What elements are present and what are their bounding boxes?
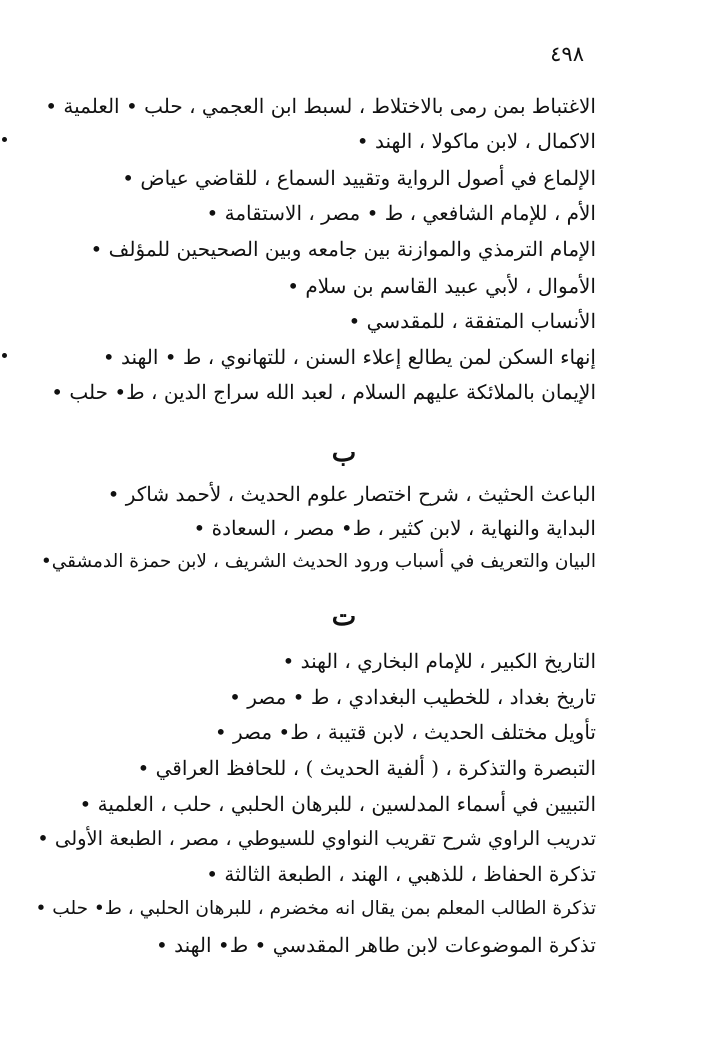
margin-mark [2,353,7,358]
bibliography-entry: البيان والتعريف في أسباب ورود الحديث الشريف ، لابن حمزة الدمشقي• [40,551,596,572]
page-number: ٤٩٨ [550,42,584,66]
margin-mark [2,137,7,142]
bibliography-entry: الاغتباط بمن رمى بالاختلاط ، لسبط ابن العجمي ، حلب • العلمية • [45,94,596,118]
bibliography-entry: البداية والنهاية ، لابن كثير ، ط• مصر ، السعادة • [193,516,596,540]
bibliography-entry: الأم ، للإمام الشافعي ، ط • مصر ، الاستقامة • [206,201,596,225]
section-heading-ta: ت [331,602,357,632]
bibliography-entry: التبصرة والتذكرة ، ( ألفية الحديث ) ، للحافظ العراقي • [137,756,596,780]
bibliography-entry: الإلماع في أصول الرواية وتقييد السماع ، للقاضي عياض • [122,166,596,190]
bibliography-entry: الأموال ، لأبي عبيد القاسم بن سلام • [287,274,596,298]
bibliography-entry: تأويل مختلف الحديث ، لابن قتيبة ، ط• مصر • [214,720,596,744]
bibliography-entry: الباعث الحثيث ، شرح اختصار علوم الحديث ، لأحمد شاكر • [107,482,596,506]
bibliography-entry: تاريخ بغداد ، للخطيب البغدادي ، ط • مصر • [229,685,596,709]
bibliography-entry: الاكمال ، لابن ماكولا ، الهند • [356,129,596,153]
section-heading-ba: ب [331,438,357,468]
bibliography-entry: تذكرة الطالب المعلم بمن يقال انه مخضرم ، للبرهان الحلبي ، ط• حلب • [35,898,596,919]
bibliography-entry: الإيمان بالملائكة عليهم السلام ، لعبد الله سراج الدين ، ط• حلب • [51,380,596,404]
bibliography-entry: تذكرة الحفاظ ، للذهبي ، الهند ، الطبعة الثالثة • [206,862,596,886]
bibliography-entry: إنهاء السكن لمن يطالع إعلاء السنن ، للتهانوي ، ط • الهند • [102,345,596,369]
bibliography-entry: التبيين في أسماء المدلسين ، للبرهان الحلبي ، حلب ، العلمية • [79,792,596,816]
bibliography-entry: التاريخ الكبير ، للإمام البخاري ، الهند • [282,649,596,673]
bibliography-entry: تدريب الراوي شرح تقريب النواوي للسيوطي ، مصر ، الطبعة الأولى • [37,827,596,850]
bibliography-entry: الأنساب المتفقة ، للمقدسي • [348,309,596,333]
bibliography-entry: الإمام الترمذي والموازنة بين جامعه وبين الصحيحين للمؤلف • [90,237,596,261]
bibliography-entry: تذكرة الموضوعات لابن طاهر المقدسي • ط• الهند • [155,933,596,957]
